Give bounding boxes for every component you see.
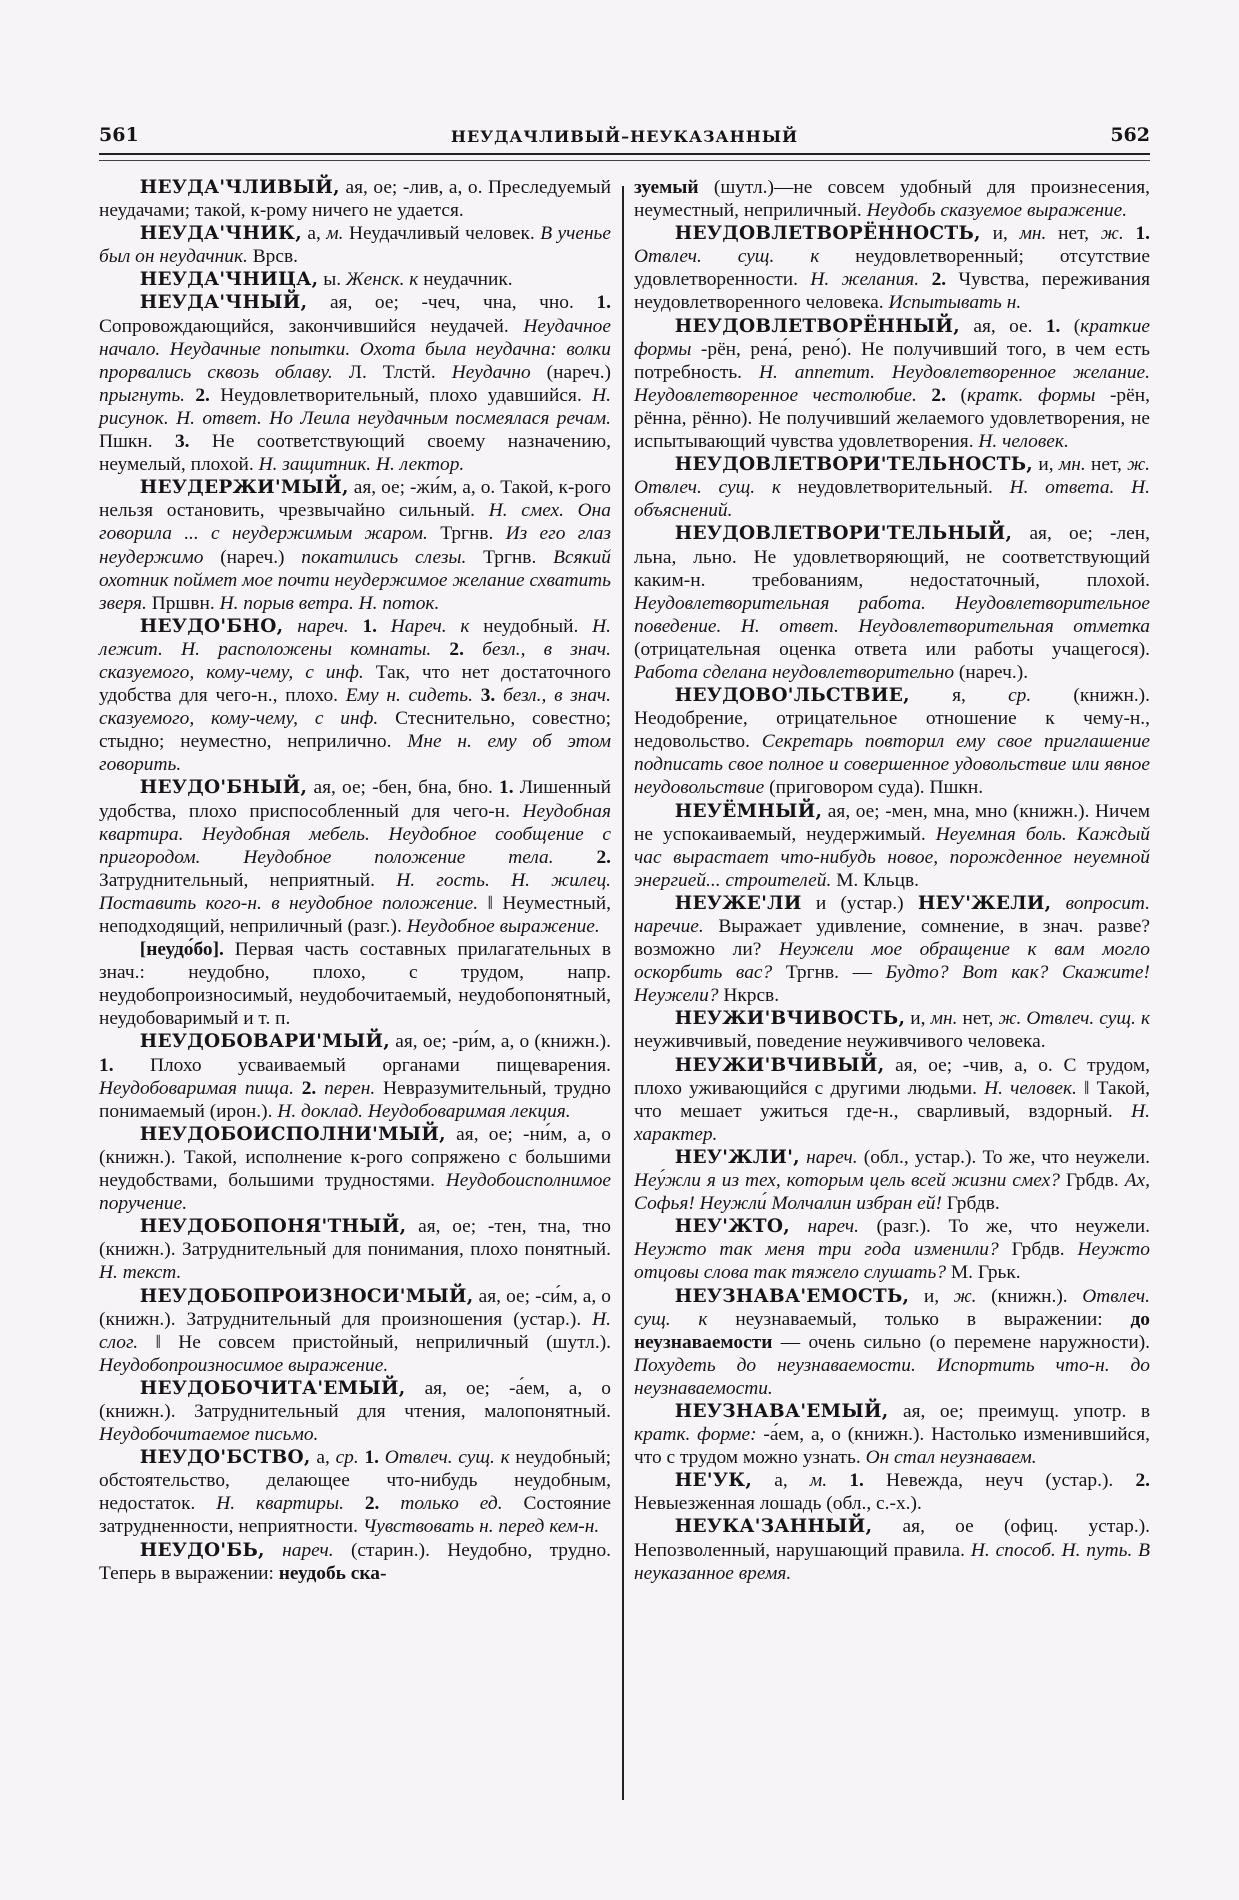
entry-text — [377, 616, 391, 637]
entry-text: ая, ое. — [960, 315, 1046, 337]
headword: НЕУДА'ЧНИК, — [139, 223, 302, 245]
italic-text: Неужто так меня три года изменили? — [634, 1239, 999, 1261]
headword: НЕУ'ЖЛИ', — [674, 1146, 800, 1168]
entry-text — [827, 1470, 849, 1491]
entry-text: ая, ое; -чив, а, о. С трудом, плохо уживающийся с другими людьми. — [634, 1054, 1150, 1099]
entry-text — [464, 639, 482, 660]
headword: НЕУДОВО'ЛЬСТВИЕ, — [674, 685, 910, 707]
headword: НЕУКА'ЗАННЫЙ, — [674, 1516, 873, 1538]
italic-text: Работа сделана неудовлетворительно — [634, 661, 955, 683]
dictionary-entry — [634, 800, 1150, 892]
entry-text: ая, ое; -ри́м, а, о (книжн.). — [390, 1031, 611, 1053]
headword: НЕУДОВЛЕТВОРЁННЫЙ, — [674, 315, 961, 337]
bold-text: 2. — [596, 846, 611, 868]
italic-text: Неудачно — [451, 361, 531, 383]
headword: НЕУДО'БЬ, — [139, 1539, 265, 1561]
bold-text: 1. — [364, 1447, 380, 1469]
italic-text: безл., в знач. сказуемого, кому-чему, с инф. — [99, 685, 611, 730]
entry-text: нет, — [957, 1008, 999, 1030]
dictionary-entry — [99, 476, 611, 615]
entry-text: Сопровождающийся, закончившийся неудачей. — [99, 315, 524, 337]
entry-text — [316, 1078, 324, 1099]
bold-text: зуемый — [634, 177, 699, 198]
bold-text: 2. — [449, 638, 464, 660]
entry-text: (нареч.) — [530, 361, 612, 383]
dictionary-entry — [99, 291, 611, 476]
entry-text — [495, 685, 503, 706]
italic-text: Н. характер. — [634, 1100, 1150, 1145]
italic-text: Нареч. к — [390, 615, 470, 637]
entry-text: (старин.). Неудобно, трудно. Теперь в выражении: — [99, 1539, 611, 1584]
dictionary-entry — [99, 268, 611, 291]
headword: НЕУДЕРЖИ'МЫЙ, — [139, 477, 349, 499]
dictionary-entry — [99, 1123, 611, 1215]
italic-text: Н. текст. — [99, 1262, 182, 1284]
dictionary-entry — [634, 1285, 1150, 1400]
italic-text: Неудобоисполнимое поручение. — [99, 1170, 611, 1215]
italic-text: перен. — [324, 1077, 376, 1099]
italic-text: Мне н. ему об этом говорить. — [99, 731, 612, 776]
headword: НЕ'УК, — [674, 1470, 753, 1492]
headword: НЕУЗНАВА'ЕМОСТЬ, — [674, 1285, 910, 1307]
entry-text: (нареч.) — [203, 546, 302, 568]
entry-text — [919, 269, 931, 290]
headword: НЕУЗНАВА'ЕМЫЙ, — [674, 1400, 889, 1422]
headword: НЕУДО'БНО, — [139, 615, 284, 637]
italic-text: Н. человек. — [978, 431, 1069, 453]
italic-text: кратк. форме: — [634, 1424, 757, 1446]
entry-text: Неудовлетворительный, плохо удавшийся. — [209, 384, 593, 406]
headword: НЕУДОБОПРОИЗНОСИ'МЫЙ, — [139, 1285, 474, 1307]
entry-text: Затруднительный, неприятный. — [99, 869, 397, 891]
italic-text: краткие формы — [634, 315, 1150, 360]
italic-text: ср. — [1008, 685, 1032, 707]
italic-text: мн. — [930, 1008, 958, 1030]
entry-text: и (устар.) — [801, 892, 918, 914]
entry-text: ая, ое; -чеч, чна, чно. — [307, 292, 597, 314]
page-number-right: 562 — [1110, 124, 1150, 146]
entry-text: а, — [301, 223, 327, 245]
dictionary-entry — [99, 776, 611, 938]
entry-text: М. Кльцв. — [831, 869, 919, 891]
italic-text: мн. — [1019, 223, 1047, 245]
italic-text: Будто? Вот как? Скажите! Неужели? — [634, 962, 1150, 1007]
entry-text: (нареч.). — [954, 661, 1029, 683]
dictionary-entry — [634, 1469, 1150, 1515]
entry-text: Плохо усваиваемый органами пищеварения. — [113, 1054, 611, 1076]
italic-text: ж. Отвлеч. сущ. к — [634, 454, 1150, 499]
left-column — [99, 176, 611, 1585]
italic-text: мн. — [1058, 454, 1086, 476]
entry-text: и, — [980, 223, 1020, 245]
italic-text: Неужто отцовы слова так тяжело слушать? — [634, 1239, 1150, 1284]
italic-text: Н. смех. Она говорила ... с неудержимым жаром. — [99, 500, 611, 545]
entry-text: (приговором суда). Пшкн. — [764, 777, 984, 799]
entry-text: ая, ое; -лив, а, о. Преследуемый неудачами; такой, к-рому ничего не удается. — [99, 177, 611, 222]
headword: НЕУДОБОЧИТА'ЕМЫЙ, — [139, 1377, 406, 1399]
entry-text: -а́ем, а, о (книжн.). Настолько изменившийся, что с трудом можно узнать. — [634, 1424, 1150, 1469]
entry-text: -рён, рена́, рено́). Не получивший того, в чем есть потребность. — [634, 338, 1150, 383]
entry-text: (книжн.). Неодобрение, отрицательное отношение к чему-н., недовольство. — [634, 685, 1150, 753]
headword: НЕУЖИ'ВЧИВОСТЬ, — [674, 1008, 906, 1030]
bold-text: 2. — [301, 1077, 317, 1099]
right-column — [634, 176, 1150, 1585]
dictionary-entry — [634, 222, 1150, 314]
entry-text: Невыезженная лошадь (обл., с.-х.). — [634, 1493, 922, 1515]
italic-text: Неудобочитаемое письмо. — [99, 1424, 319, 1446]
italic-text: м. — [326, 223, 344, 245]
entry-text: Так, что нет достаточного удобства для чего-н., плохо. — [99, 661, 611, 707]
dictionary-entry — [99, 1446, 611, 1538]
entry-text: ‖ Не совсем пристойный, неприличный (шутл.). — [138, 1331, 611, 1353]
bold-text: 1. — [596, 292, 611, 314]
dictionary-entry — [634, 453, 1150, 522]
entry-text: ы. — [318, 269, 346, 291]
italic-text: Отвлеч. сущ. к — [634, 246, 820, 268]
dictionary-entry — [99, 938, 611, 1030]
italic-text: Он стал неузнаваем. — [865, 1447, 1037, 1469]
entry-text — [349, 616, 363, 637]
entry-text: Чувства, переживания неудовлетворенного человека. — [634, 269, 1150, 314]
dictionary-entry — [99, 615, 611, 777]
entry-text: Л. Тлстй. — [332, 361, 452, 383]
dictionary-entry — [99, 222, 611, 268]
headword: НЕУДА'ЧНЫЙ, — [139, 292, 308, 314]
entry-text: и, — [905, 1008, 931, 1030]
entry-text: Нкрсв. — [718, 985, 780, 1007]
italic-text: Н. лежит. Н. расположены комнаты. — [99, 615, 611, 660]
italic-text: ж. — [1100, 223, 1124, 245]
italic-text: кратк. формы — [967, 384, 1096, 406]
entry-text: нет, — [1046, 223, 1101, 245]
entry-text — [379, 1493, 400, 1514]
entry-text: Грбдв. — [941, 1193, 1000, 1215]
entry-text: неуживчивый, поведение неуживчивого человека. — [634, 1031, 1046, 1053]
italic-text: Неудобь сказуемое выражение. — [866, 200, 1128, 222]
dictionary-entry — [634, 684, 1150, 799]
entry-text: -рён, рённа, рённо). Не получивший желаемого удовлетворения, не испытывающий чувства удовлетворения. — [634, 384, 1150, 453]
italic-text: Н. доклад. Неудобоваримая лекция. — [277, 1100, 571, 1122]
dictionary-entry — [634, 315, 1150, 454]
bold-text: 1. — [1045, 315, 1061, 337]
entry-text: ая, ое; -лен, льна, льно. Не удовлетворяющий, не соответствующий каким-н. требованиям, недостаточный, плохой. — [634, 523, 1150, 591]
entry-text: ( — [945, 384, 967, 406]
italic-text: Н. защитник. Н. лектор. — [258, 454, 465, 476]
bold-text: 3. — [174, 431, 190, 453]
italic-text: нареч. — [790, 1216, 860, 1238]
bold-text: 3. — [480, 685, 496, 707]
dictionary-entry — [634, 1215, 1150, 1284]
dictionary-entry — [99, 1285, 611, 1377]
italic-text: Н. рисунок. Н. ответ. Но Леила неудачным посмеялася речам. — [99, 384, 611, 429]
entry-text: — очень сильно (о перемене наружности). — [772, 1331, 1150, 1353]
bold-text: до неузнаваемости — [634, 1308, 1150, 1353]
italic-text: ж. — [953, 1285, 977, 1307]
entry-text: (отрицательная оценка ответа или работы учащегося). — [634, 638, 1150, 660]
entry-text: я, — [909, 685, 1009, 707]
bold-text: 2. — [195, 384, 210, 406]
dictionary-entry — [99, 1215, 611, 1284]
dictionary-entry — [634, 1146, 1150, 1215]
entry-text: ая, ое; -жи́м, а, о. Такой, к-рого нельзя остановить, чрезвычайно сильный. — [99, 477, 611, 522]
italic-text: Испытывать н. — [888, 292, 1022, 314]
bold-text: 2. — [364, 1493, 380, 1515]
italic-text: Неудобная квартира. Неудобная мебель. Неудобное сообщение с пригородом. Неудобное положение тела. — [99, 800, 611, 868]
entry-text — [294, 1078, 302, 1099]
italic-text: Н. желания. — [810, 269, 920, 291]
entry-text: Лишенный удобства, плохо приспособленный для чего-н. — [99, 777, 611, 822]
entry-text — [554, 847, 597, 868]
dictionary-entry — [99, 1539, 611, 1585]
italic-text: покатились слезы. — [301, 546, 467, 568]
italic-text: нареч. — [283, 615, 349, 637]
entry-text: Тргнв. — [427, 523, 506, 545]
headword: НЕУДО'БСТВО, — [139, 1447, 311, 1469]
entry-text: Тргнв. — — [772, 962, 886, 984]
entry-text — [431, 639, 449, 660]
column-divider — [622, 186, 624, 1800]
headword: НЕУЖЕ'ЛИ — [674, 892, 802, 914]
headword: НЕУДОБОИСПОЛНИ'МЫЙ, — [139, 1123, 446, 1145]
bold-text: 1. — [99, 1054, 114, 1076]
italic-text: Н. человек. — [984, 1077, 1077, 1099]
headword: НЕУДОВЛЕТВОРИ'ТЕЛЬНОСТЬ, — [674, 454, 1034, 476]
italic-text: Н. квартиры. — [216, 1493, 344, 1515]
headword: НЕУ'ЖЕЛИ, — [917, 892, 1052, 914]
italic-text: Н. гость. Н. жилец. Поставить кого-н. в неудобное положение. — [99, 869, 611, 914]
bold-text: 1. — [499, 777, 514, 799]
italic-text: Неудобное выражение. — [406, 916, 600, 937]
italic-text: Н. способ. Н. путь. В неуказанное время. — [634, 1539, 1150, 1584]
entry-text: Грбдв. — [1059, 1170, 1125, 1192]
italic-text: вопросит. наречие. — [634, 892, 1151, 937]
italic-text: Неудовлетворительная работа. Неудовлетворительное поведение. Н. ответ. Неудовлетворительная отметка — [634, 592, 1150, 637]
entry-text: Невразумительный, трудно понимаемый (ирон.). — [99, 1077, 611, 1122]
italic-text: нареч. — [264, 1539, 334, 1561]
entry-text: М. Грьк. — [946, 1262, 1021, 1284]
italic-text: безл., в знач. сказуемого, кому-чему, с инф. — [99, 638, 611, 683]
entry-text: а, — [310, 1447, 336, 1469]
bold-text: 2. — [1135, 1470, 1150, 1492]
headword: НЕУЖИ'ВЧИВЫЙ, — [674, 1054, 885, 1076]
headword: НЕУДОВЛЕТВОРЁННОСТЬ, — [674, 223, 981, 245]
running-title: НЕУДАЧЛИВЫЙ–НЕУКАЗАННЫЙ — [450, 127, 799, 146]
headword: НЕУДОБОПОНЯ'ТНЫЙ, — [139, 1216, 407, 1238]
entry-text: нет, — [1085, 454, 1128, 476]
italic-text: Отвлеч. сущ. к — [634, 1285, 1150, 1330]
italic-text: только ед. — [400, 1493, 503, 1515]
entry-text — [473, 685, 481, 706]
italic-text: Неудачное начало. Неудачные попытки. Охота была неудачна: волки прорвались сквозь облаву. — [99, 315, 611, 383]
dictionary-entry — [634, 1515, 1150, 1584]
bold-text: 2. — [931, 269, 947, 291]
entry-text: Неудачливый человек. — [343, 223, 541, 245]
dictionary-entry — [634, 892, 1150, 1007]
dictionary-entry — [634, 522, 1150, 684]
italic-text: Отвлеч. сущ. к — [384, 1447, 510, 1469]
bold-text: 1. — [1135, 223, 1151, 245]
headword: НЕУДОВЛЕТВОРИ'ТЕЛЬНЫЙ, — [674, 523, 1013, 545]
dictionary-entry — [99, 176, 611, 222]
entry-text: неудачник. — [418, 269, 513, 291]
italic-text: ж. Отвлеч. сущ. к — [998, 1008, 1151, 1030]
bold-text: 1. — [362, 615, 377, 637]
italic-text: В ученье был он неудачник. — [99, 223, 611, 268]
italic-text: м. — [809, 1470, 828, 1492]
italic-text: Всякий охотник поймет мое почти неудержимое желание схватить зверя. — [99, 546, 611, 614]
bold-text: неудобь ска- — [278, 1562, 387, 1584]
headword: НЕУДА'ЧЛИВЫЙ, — [139, 177, 340, 198]
entry-text: Грбдв. — [998, 1239, 1078, 1261]
dictionary-entry — [634, 1054, 1150, 1146]
entry-text: ‖ Неуместный, неподходящий, неприличный (разг.). — [99, 892, 612, 937]
page-header — [99, 120, 1150, 154]
entry-text: ая, ое; -мен, мна, мно (книжн.). Ничем не успокаиваемый, неудержимый. — [634, 800, 1150, 845]
bold-text: [неудо́бо]. — [139, 939, 224, 961]
entry-text: неудобный. — [469, 615, 593, 637]
entry-text: а, — [752, 1470, 810, 1492]
entry-text: Не соответствующий своему назначению, неумелый, плохой. — [99, 431, 611, 476]
page-number-left: 561 — [99, 124, 139, 146]
headword: НЕУ'ЖТО, — [674, 1216, 790, 1238]
italic-text: Н. порыв ветра. Н. поток. — [219, 592, 440, 614]
entry-text: ая, ое; преимущ. употр. в — [888, 1400, 1150, 1422]
bold-text: 2. — [931, 384, 946, 406]
italic-text: Женск. к — [345, 269, 419, 291]
entry-text: и, — [909, 1285, 954, 1307]
italic-text: Секретарь повторил ему свое приглашение подписать свое полное и совершенное удовольствие или явное неудовольствие — [634, 731, 1151, 799]
italic-text: Неуемная боль. Каждый час вырастает что-нибудь новое, порожденное неуемной энергией... строителей. — [634, 823, 1150, 891]
dictionary-entry — [99, 1030, 611, 1122]
entry-text: неудобный; обстоятельство, делающее что-нибудь неудобным, недостаток. — [99, 1447, 611, 1515]
entry-text: Выражает удивление, сомнение, в знач. разве? возможно ли? — [634, 916, 1150, 961]
dictionary-entry — [634, 1400, 1150, 1469]
bold-text: 1. — [849, 1470, 864, 1492]
italic-text: Н. слог. — [99, 1308, 611, 1353]
entry-text: неудовлетворенный; отсутствие удовлетворенности. — [634, 246, 1150, 291]
entry-text — [344, 1493, 365, 1514]
entry-text: Пршвн. — [146, 592, 220, 614]
italic-text: Неужели мое обращение к вам могло оскорбить вас? — [634, 939, 1150, 984]
entry-text: неузнаваемый, только в выражении: — [707, 1308, 1131, 1330]
entry-text: Первая часть составных прилагательных в знач.: неудобно, плохо, с трудом, напр. неудобопроизносимый, неудобочитаемый, неудобопонятный, неудобоваримый и т. п. — [99, 939, 611, 1030]
italic-text: нареч. — [799, 1146, 858, 1168]
entry-text: ая, ое; -ни́м, а, о (книжн.). Такой, исполнение к-рого сопряжено с большими неудобствами, большими трудностями. — [99, 1123, 611, 1192]
italic-text: Н. аппетит. Неудовлетворенное желание. Неудовлетворенное честолюбие. — [634, 361, 1150, 406]
entry-text: ая, ое (офиц. устар.). Непозволенный, нарушающий правила. — [634, 1516, 1150, 1561]
italic-text: ср. — [335, 1447, 359, 1469]
dictionary-entry-continuation — [634, 176, 1150, 222]
entry-text: Невежда, неуч (устар.). — [863, 1470, 1136, 1492]
italic-text: Из его глаз неудержимо — [99, 523, 611, 568]
entry-text: ( — [1060, 315, 1081, 337]
entry-text — [917, 385, 932, 406]
headword: НЕУДОБОВАРИ'МЫЙ, — [139, 1031, 391, 1053]
entry-text — [1124, 223, 1136, 244]
entry-text: Врсв. — [247, 246, 298, 268]
italic-text: прыгнуть. — [99, 384, 185, 406]
italic-text: Чувствовать н. перед кем-н. — [362, 1516, 600, 1538]
entry-text: неудовлетворительный. — [780, 477, 1010, 499]
italic-text: Неу́жли я из тех, которым цель всей жизни смех? — [634, 1170, 1060, 1192]
entry-text: и, — [1033, 454, 1059, 476]
italic-text: Н. ответа. Н. объяснений. — [634, 477, 1150, 522]
headword: НЕУДА'ЧНИЦА, — [139, 269, 319, 291]
entry-text: ‖ Такой, что мешает ужиться где-н., сварливый, вздорный. — [634, 1077, 1150, 1122]
entry-text: (книжн.). — [976, 1285, 1083, 1307]
entry-text: Стеснительно, совестно; стыдно; неуместно, неприлично. — [99, 708, 611, 753]
entry-text: (разг.). То же, что неужели. — [859, 1216, 1150, 1238]
italic-text: Неудобоваримая пища. — [99, 1077, 294, 1099]
entry-text: ая, ое; -си́м, а, о (книжн.). Затруднительный для произношения (устар.). — [99, 1285, 611, 1330]
entry-text: ая, ое; -а́ем, а, о (книжн.). Затруднительный для чтения, малопонятный. — [99, 1377, 611, 1422]
entry-text — [185, 385, 195, 406]
italic-text: Похудеть до неузнаваемости. Испортить что-н. до неузнаваемости. — [634, 1354, 1150, 1399]
dictionary-entry — [634, 1007, 1150, 1053]
entry-text: Пшкн. — [99, 431, 175, 453]
entry-text: Тргнв. — [466, 546, 554, 568]
italic-text: Ах, Софья! Неужли́ Молчалин избран ей! — [634, 1170, 1150, 1215]
entry-text: ая, ое; -тен, тна, тно (книжн.). Затруднительный для понимания, плохо понятный. — [99, 1216, 611, 1261]
entry-text: ая, ое; -бен, бна, бно. — [307, 777, 500, 799]
italic-text: Ему н. сидеть. — [345, 685, 473, 707]
headword: НЕУДО'БНЫЙ, — [139, 777, 308, 799]
headword: НЕУЁМНЫЙ, — [674, 800, 823, 822]
entry-text: Состояние затрудненности, неприятности. — [99, 1493, 612, 1538]
header-rule — [99, 153, 1150, 161]
entry-text: (шутл.)—не совсем удобный для произнесения, неуместный, неприличный. — [634, 177, 1150, 222]
italic-text: Неудобопроизносимое выражение. — [99, 1354, 389, 1376]
dictionary-entry — [99, 1377, 611, 1446]
entry-text: (обл., устар.). То же, что неужели. — [857, 1146, 1150, 1168]
